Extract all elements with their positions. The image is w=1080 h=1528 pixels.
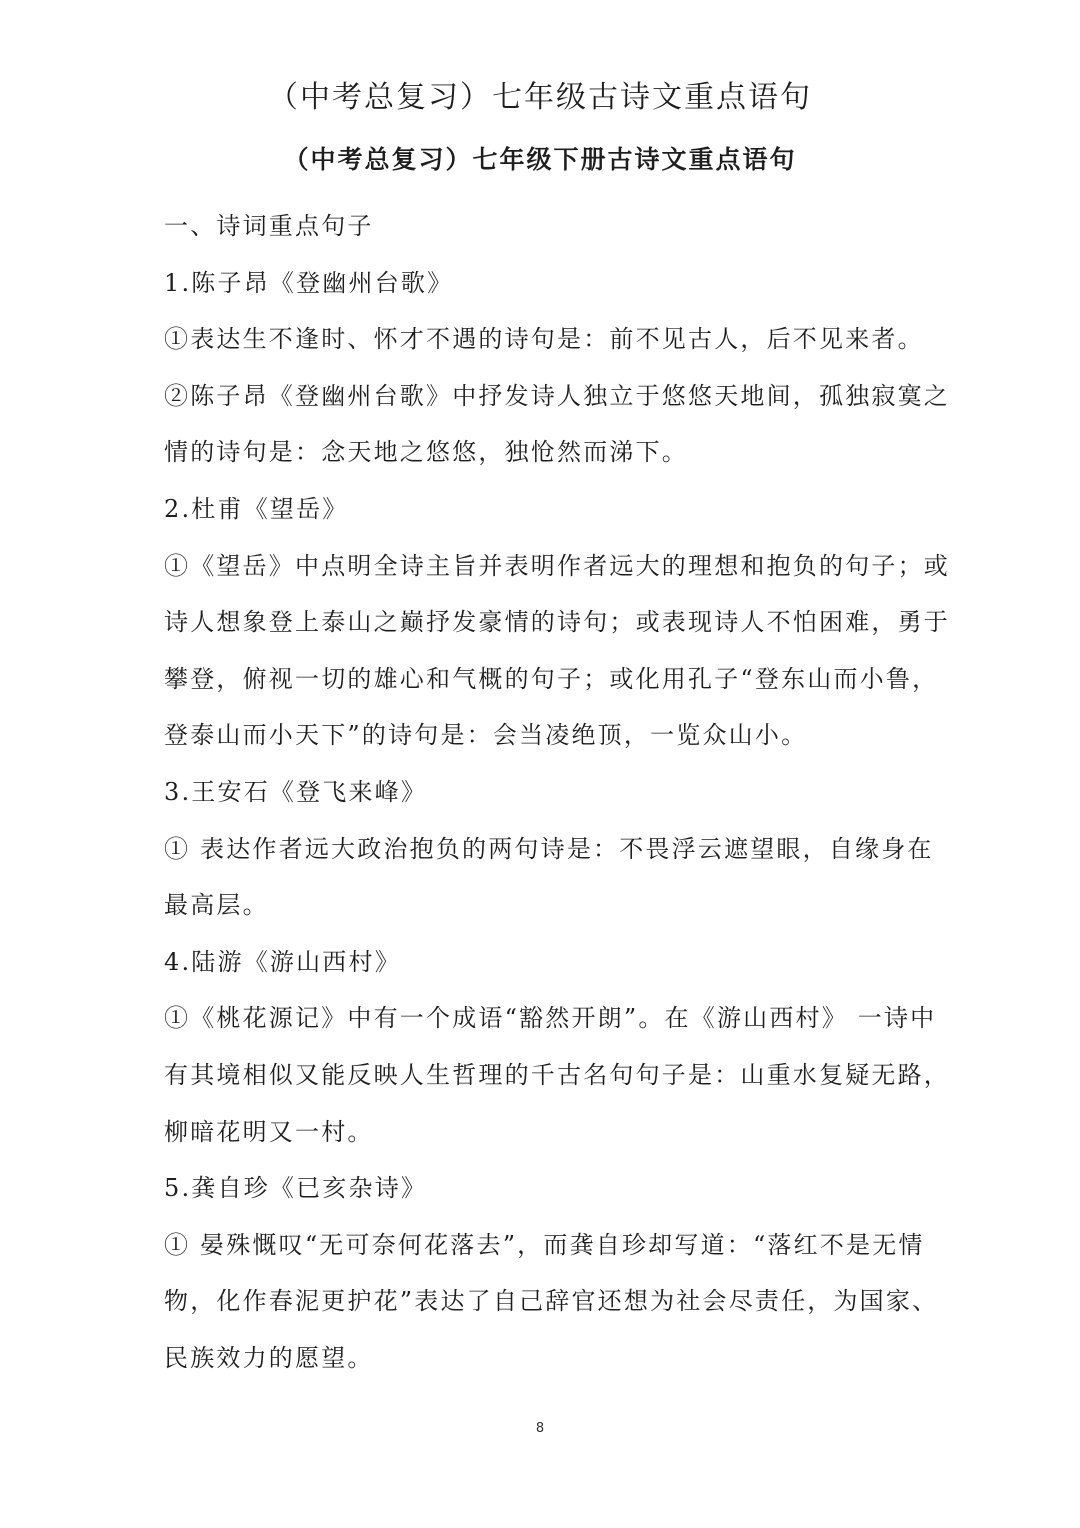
document-title: （中考总复习）七年级古诗文重点语句 [268, 80, 812, 115]
poem-heading-lu-you: 4.陆游《游山西村》 [164, 947, 401, 976]
body-line: ①《桃花源记》中有一个成语“豁然开朗”。在《游山西村》 一诗中 [164, 1004, 937, 1033]
body-line: ②陈子昂《登幽州台歌》中抒发诗人独立于悠悠天地间，孤独寂寞之 [164, 381, 950, 410]
section-heading-poetry: 一、诗词重点句子 [164, 212, 374, 240]
poem-heading-gong-zizhen: 5.龚自珍《已亥杂诗》 [164, 1174, 428, 1203]
body-line: 情的诗句是：念天地之悠悠，独怆然而涕下。 [164, 438, 688, 467]
body-line: 登泰山而小天下”的诗句是：会当凌绝顶，一览众山小。 [164, 721, 808, 750]
body-line: 有其境相似又能反映人生哲理的千古名句句子是：山重水复疑无路， [164, 1060, 950, 1089]
document-subtitle: （中考总复习）七年级下册古诗文重点语句 [283, 145, 797, 174]
body-line: 攀登，俯视一切的雄心和气概的句子；或化用孔子“登东山而小鲁， [164, 664, 939, 693]
poem-heading-du-fu: 2.杜甫《望岳》 [164, 494, 349, 523]
body-line: 物，化作春泥更护花”表达了自己辞官还想为社会尽责任，为国家、 [164, 1287, 939, 1316]
body-line: ① 表达作者远大政治抱负的两句诗是：不畏浮云遮望眼，自缘身在 [164, 834, 934, 863]
body-line: 最高层。 [164, 891, 269, 920]
document-body [164, 198, 950, 1386]
body-line: ①《望岳》中点明全诗主旨并表明作者远大的理想和抱负的句子；或 [164, 551, 950, 580]
poem-heading-chen-ziang: 1.陈子昂《登幽州台歌》 [164, 268, 454, 297]
poem-heading-wang-anshi: 3.王安石《登飞来峰》 [164, 777, 428, 806]
body-line: ①表达生不逢时、怀才不遇的诗句是：前不见古人，后不见来者。 [164, 325, 924, 354]
body-line: 诗人想象登上泰山之巅抒发豪情的诗句；或表现诗人不怕困难，勇于 [164, 608, 950, 637]
body-line: 民族效力的愿望。 [164, 1343, 374, 1372]
body-line: 柳暗花明又一村。 [164, 1117, 374, 1146]
body-line: ① 晏殊慨叹“无可奈何花落去”，而龚自珍却写道：“落红不是无情 [164, 1230, 925, 1259]
page-number: 8 [535, 1421, 545, 1436]
